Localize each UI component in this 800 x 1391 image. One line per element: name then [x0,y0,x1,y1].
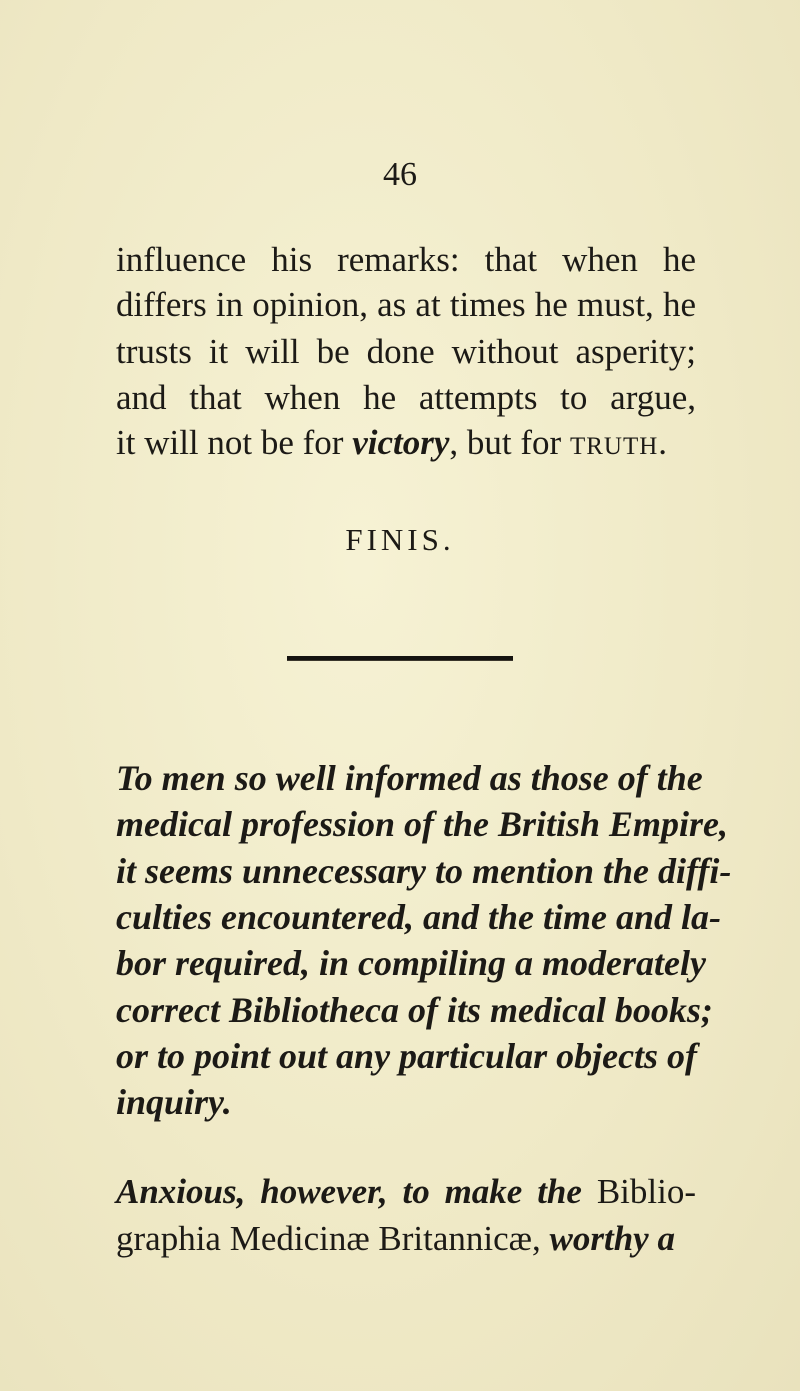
text-line: trusts it will be done without asperity; [116,332,696,371]
text-line [116,1217,696,1261]
text-line: and that when he attempts to argue, [116,378,696,417]
note-line: correct Bibliotheca of its medical books; [116,990,713,1030]
page-number: 46 [383,156,417,193]
text-line [116,1170,696,1214]
text-span: Anxious, however, to make the [116,1172,597,1211]
text-span: it will not be for [116,423,353,462]
finis-heading: FINIS. [345,522,455,557]
horizontal-rule [287,656,513,660]
text-span: , but for [449,423,570,462]
text-span: . [658,423,668,462]
note-line: To men so well informed as those of the [116,758,703,798]
note-line: or to point out any particular objects of [116,1036,698,1076]
emphasis-victory: victory [352,423,450,462]
note-line: medical profession of the British Empire, [116,804,729,844]
note-line: culties encountered, and the time and la- [116,897,722,937]
note-line: inquiry. [116,1082,232,1122]
note-line: it seems unnecessary to mention the diffi- [116,851,732,891]
emphasis-truth: truth [569,423,659,462]
text-line: differs in opinion, as at times he must, he [116,285,696,324]
text-span: worthy a [549,1219,675,1258]
text-line [116,421,696,465]
text-line: influence his remarks: that when he [116,240,696,279]
text-span: Biblio- [596,1172,696,1211]
text-span: graphia Medicinæ Britannicæ, [116,1219,550,1258]
note-line: bor required, in compiling a moderately [116,943,706,983]
